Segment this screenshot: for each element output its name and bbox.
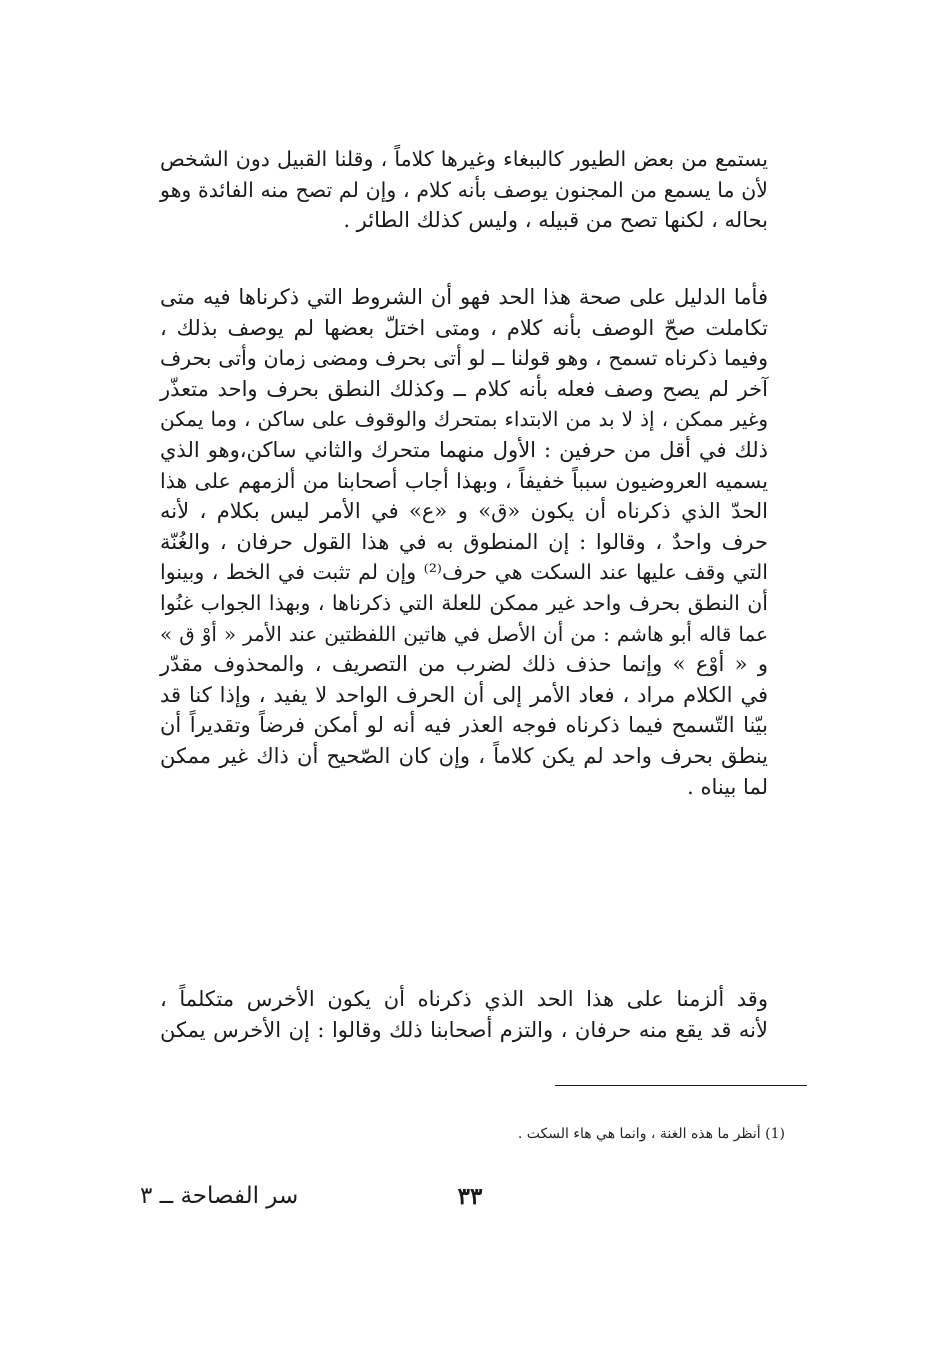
text-line: وقد ألزمنا على هذا الحد الذي ذكرناه أن يكون الأخرس متكلماً ، <box>160 987 768 1011</box>
text-line: حرف واحدٌ ، وقالوا : إن المنطوق به في هذا القول حرفان ، والغُنّة <box>160 529 768 554</box>
paragraph <box>160 144 768 236</box>
page-number: ٣٣ <box>457 1183 483 1210</box>
text-line: بيّنا التّسمح فيما ذكرناه فوجه العذر فيه أنه لو أمكن فرضاً وتقديراً أن <box>160 713 768 738</box>
text-line: في الكلام مراد ، فعاد الأمر إلى أن الحرف الواحد لا يفيد ، وإذا كنا قد <box>160 682 768 707</box>
text-line: ذلك في أقل من حرفين : الأول منهما متحرك والثاني ساكن،وهو الذي <box>160 437 768 462</box>
text-line: يسميه العروضيون سبباً خفيفاً ، وبهذا أجاب أصحابنا من ألزمهم على هذا <box>160 468 768 493</box>
text-line: عما قاله أبو هاشم : من أن الأصل في هاتين اللفظتين عند الأمر « أوْ ق » <box>160 621 768 646</box>
text-line: آخر لم يصح وصف فعله بأنه كلام ــ وكذلك النطق بحرف واحد متعذّر <box>160 376 768 401</box>
paragraph <box>160 282 768 802</box>
text-line: فأما الدليل على صحة هذا الحد فهو أن الشروط التي ذكرناها فيه متى <box>160 285 768 309</box>
text-line: وغير ممكن ، إذ لا بد من الابتداء بمتحرك والوقوف على ساكن ، وما يمكن <box>160 407 768 432</box>
text-line: وفيما ذكرناه تسمح ، وهو قولنا ــ لو أتى بحرف ومضى زمان وأتى بحرف <box>160 346 768 371</box>
paragraph <box>160 984 768 1045</box>
running-title: سر الفصاحة ــ ٣ <box>140 1183 299 1209</box>
footnote-separator <box>555 1085 807 1086</box>
text-line: الحدّ الذي ذكرناه أن يكون «ق» و «ع» في الأمر ليس بكلام ، لأنه <box>160 499 768 524</box>
text-line: ينطق بحرف واحد لم يكن كلاماً ، وإن كان الصّحيح أن ذاك غير ممكن <box>160 743 768 768</box>
footnote: (1) أنظر ما هذه الغنة ، وانما هي هاء السكت . <box>517 1126 785 1142</box>
text-line: تكاملت صحّ الوصف بأنه كلام ، ومتى اختلّ بعضها لم يوصف بذلك ، <box>160 315 768 340</box>
text-line: يستمع من بعض الطيور كالببغاء وغيرها كلاماً ، وقلنا القبيل دون الشخص <box>160 147 768 171</box>
text-line: و « أوْع » وإنما حذف ذلك لضرب من التصريف ، والمحذوف مقدّر <box>160 652 768 677</box>
text-line: لأنه قد يقع منه حرفان ، والتزم أصحابنا ذلك وقالوا : إن الأخرس يمكن <box>160 1017 768 1042</box>
text-line: لأن ما يسمع من المجنون يوصف بأنه كلام ، وإن لم تصح منه الفائدة وهو <box>160 177 768 202</box>
text-line: التي وقف عليها عند السكت هي حرف⁽²⁾ وإن لم تثبت في الخط ، وبينوا <box>160 560 768 585</box>
text-line: بحاله ، لكنها تصح من قبيله ، وليس كذلك الطائر . <box>343 208 768 233</box>
text-line: أن النطق بحرف واحد غير ممكن للعلة التي ذكرناها ، وبهذا الجواب غنُوا <box>160 590 768 615</box>
text-line: لما بيناه . <box>687 774 768 799</box>
